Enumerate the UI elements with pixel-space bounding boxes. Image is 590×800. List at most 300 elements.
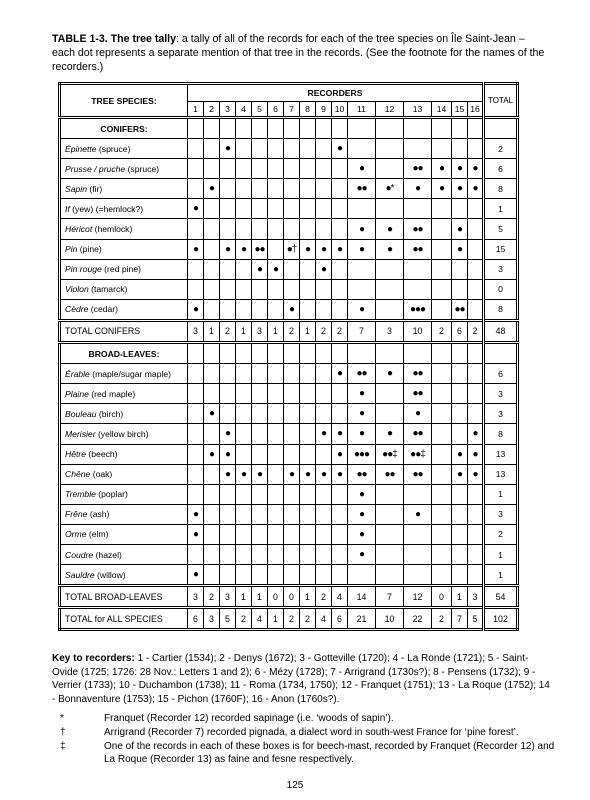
tally-cell bbox=[452, 484, 468, 504]
section-total-cell: 1 bbox=[300, 320, 316, 342]
empty-cell bbox=[432, 343, 452, 364]
tally-cell bbox=[468, 299, 484, 320]
tally-cell bbox=[376, 279, 404, 299]
tally-cell bbox=[284, 159, 300, 179]
tally-cell bbox=[220, 199, 236, 219]
tally-cell: ● bbox=[452, 239, 468, 259]
species-french-name: Orme bbox=[65, 529, 87, 540]
tally-cell bbox=[432, 219, 452, 239]
all-total-cell: 2 bbox=[284, 608, 300, 630]
table-row bbox=[60, 504, 518, 524]
tally-cell bbox=[284, 444, 300, 464]
row-total: 3 bbox=[484, 259, 518, 279]
tally-cell bbox=[220, 404, 236, 424]
tally-cell bbox=[332, 504, 348, 524]
tally-cell: ● bbox=[348, 504, 376, 524]
species-french-name: Tremble bbox=[65, 489, 96, 500]
empty-cell bbox=[468, 343, 484, 364]
tally-cell bbox=[332, 524, 348, 544]
tally-cell bbox=[452, 364, 468, 384]
tally-cell: ● bbox=[348, 219, 376, 239]
empty-cell bbox=[236, 118, 252, 139]
tally-cell bbox=[468, 404, 484, 424]
tally-cell: ● bbox=[332, 464, 348, 484]
empty-cell bbox=[376, 343, 404, 364]
empty-cell bbox=[268, 343, 284, 364]
all-total-cell: 22 bbox=[404, 608, 432, 630]
tally-cell bbox=[252, 524, 268, 544]
species-name bbox=[60, 364, 188, 384]
recorder-number: 11 bbox=[348, 102, 376, 118]
row-total: 1 bbox=[484, 199, 518, 219]
tally-cell bbox=[432, 504, 452, 524]
species-french-name: Pin rouge bbox=[65, 264, 102, 275]
recorder-number: 12 bbox=[376, 102, 404, 118]
tally-cell bbox=[468, 484, 484, 504]
tally-cell: ●● bbox=[404, 384, 432, 404]
species-french-name: Pin bbox=[65, 244, 78, 255]
tally-cell bbox=[452, 384, 468, 404]
footnote-symbol: * bbox=[60, 713, 64, 724]
tally-cell bbox=[236, 404, 252, 424]
tally-cell bbox=[332, 279, 348, 299]
tally-cell bbox=[284, 404, 300, 424]
species-common-name: (spruce) bbox=[96, 143, 131, 154]
tally-cell bbox=[188, 484, 204, 504]
empty-cell bbox=[404, 343, 432, 364]
species-french-name: Frêne bbox=[65, 509, 88, 520]
tally-cell bbox=[316, 299, 332, 320]
species-name bbox=[60, 239, 188, 259]
species-french-name: Prusse / pruche bbox=[65, 163, 126, 174]
row-total: 3 bbox=[484, 504, 518, 524]
tally-cell bbox=[204, 299, 220, 320]
tally-cell: ●● bbox=[348, 364, 376, 384]
section-total-cell: 10 bbox=[404, 320, 432, 342]
species-common-name: (red maple) bbox=[88, 388, 136, 399]
row-total: 2 bbox=[484, 524, 518, 544]
tally-cell: ● bbox=[376, 364, 404, 384]
tally-cell bbox=[452, 565, 468, 586]
tally-cell bbox=[404, 139, 432, 159]
tally-cell bbox=[204, 384, 220, 404]
empty-cell bbox=[316, 343, 332, 364]
section-total-cell: 2 bbox=[332, 320, 348, 342]
species-french-name: Sauldre bbox=[65, 569, 95, 580]
tally-cell: ● bbox=[452, 464, 468, 484]
tally-cell bbox=[284, 259, 300, 279]
key-label: Key to recorders: bbox=[52, 653, 138, 664]
tally-cell bbox=[376, 404, 404, 424]
tally-cell: ● bbox=[252, 464, 268, 484]
species-common-name: (ash) bbox=[87, 509, 110, 520]
tally-cell bbox=[316, 384, 332, 404]
table-row bbox=[60, 524, 518, 544]
tally-cell bbox=[284, 544, 300, 564]
tally-cell bbox=[300, 219, 316, 239]
species-common-name: (spruce) bbox=[125, 163, 160, 174]
footnote-text: Arrigrand (Recorder 7) recorded pignada, a dialect word in south-west France for ‘pine forest’. bbox=[104, 727, 519, 738]
tally-cell bbox=[376, 299, 404, 320]
tally-cell bbox=[236, 299, 252, 320]
species-french-name: Bouleau bbox=[65, 408, 97, 419]
all-total-cell: 2 bbox=[236, 608, 252, 630]
tally-cell bbox=[332, 404, 348, 424]
tally-cell bbox=[236, 279, 252, 299]
tally-cell: ● bbox=[204, 444, 220, 464]
section-total-cell: 2 bbox=[432, 320, 452, 342]
tally-cell bbox=[332, 299, 348, 320]
tally-cell bbox=[220, 259, 236, 279]
tally-cell: ● bbox=[468, 464, 484, 484]
tally-cell bbox=[376, 199, 404, 219]
section-total-label: TOTAL CONIFERS bbox=[60, 320, 188, 342]
tally-cell: ● bbox=[284, 464, 300, 484]
tally-cell: ●●● bbox=[348, 444, 376, 464]
all-total-cell: 5 bbox=[220, 608, 236, 630]
tally-cell: ● bbox=[300, 239, 316, 259]
tally-cell bbox=[236, 259, 252, 279]
tally-cell: ● bbox=[188, 239, 204, 259]
tally-cell: ● bbox=[404, 504, 432, 524]
tally-cell bbox=[252, 404, 268, 424]
empty-cell bbox=[220, 343, 236, 364]
tally-cell bbox=[236, 179, 252, 199]
tally-cell: ● bbox=[236, 239, 252, 259]
tally-cell: ● bbox=[468, 444, 484, 464]
table-row bbox=[60, 565, 518, 586]
table-row bbox=[60, 139, 518, 159]
tally-cell bbox=[284, 364, 300, 384]
species-common-name: (pine) bbox=[77, 244, 102, 255]
tally-cell bbox=[452, 139, 468, 159]
tally-cell bbox=[252, 179, 268, 199]
footnote-symbol: † bbox=[60, 727, 66, 738]
table-row bbox=[60, 299, 518, 320]
tally-cell bbox=[284, 279, 300, 299]
footnote-text: Franquet (Recorder 12) recorded sapinage (i.e. ‘woods of sapin’). bbox=[104, 713, 394, 724]
tally-cell bbox=[252, 219, 268, 239]
tally-cell bbox=[204, 199, 220, 219]
tally-cell bbox=[284, 504, 300, 524]
tally-cell bbox=[300, 279, 316, 299]
table-row bbox=[60, 444, 518, 464]
tally-cell bbox=[348, 259, 376, 279]
caption-label: TABLE 1-3. The tree tally bbox=[52, 33, 177, 45]
tally-cell: ● bbox=[316, 464, 332, 484]
tally-cell bbox=[432, 544, 452, 564]
tally-cell bbox=[236, 524, 252, 544]
all-grand-total: 102 bbox=[484, 608, 518, 630]
species-common-name: (birch) bbox=[96, 408, 124, 419]
tally-cell bbox=[188, 544, 204, 564]
tally-cell: ● bbox=[432, 159, 452, 179]
species-name bbox=[60, 259, 188, 279]
tally-cell bbox=[252, 424, 268, 444]
all-total-label: TOTAL for ALL SPECIES bbox=[60, 608, 188, 630]
tally-cell: ● bbox=[452, 444, 468, 464]
tally-cell: ● bbox=[284, 299, 300, 320]
tally-cell bbox=[348, 199, 376, 219]
tally-cell: ● bbox=[268, 259, 284, 279]
tally-cell bbox=[268, 565, 284, 586]
tally-cell bbox=[376, 384, 404, 404]
tally-cell bbox=[252, 504, 268, 524]
tally-cell bbox=[188, 384, 204, 404]
tally-cell bbox=[220, 219, 236, 239]
tally-cell bbox=[252, 139, 268, 159]
tally-cell bbox=[236, 139, 252, 159]
tally-cell bbox=[468, 279, 484, 299]
recorder-number: 7 bbox=[284, 102, 300, 118]
tally-cell bbox=[332, 565, 348, 586]
section-total-cell: 3 bbox=[252, 320, 268, 342]
tally-cell bbox=[300, 404, 316, 424]
empty-cell bbox=[432, 118, 452, 139]
species-common-name: (tamarck) bbox=[88, 284, 128, 295]
species-name bbox=[60, 464, 188, 484]
tally-cell bbox=[220, 364, 236, 384]
section-total-cell: 0 bbox=[432, 586, 452, 608]
tally-cell bbox=[468, 384, 484, 404]
table-row bbox=[60, 179, 518, 199]
tally-cell: ● bbox=[316, 424, 332, 444]
species-name bbox=[60, 504, 188, 524]
tally-cell bbox=[332, 219, 348, 239]
tally-cell: ●●‡ bbox=[404, 444, 432, 464]
tally-cell bbox=[236, 424, 252, 444]
tally-cell bbox=[452, 504, 468, 524]
tally-cell bbox=[452, 424, 468, 444]
section-total-cell: 1 bbox=[252, 586, 268, 608]
tally-cell: ●● bbox=[348, 464, 376, 484]
tally-cell: ● bbox=[332, 139, 348, 159]
tally-cell bbox=[300, 199, 316, 219]
tally-cell bbox=[284, 524, 300, 544]
tally-cell bbox=[300, 424, 316, 444]
table-row bbox=[60, 364, 518, 384]
empty-cell bbox=[316, 118, 332, 139]
tally-cell: ● bbox=[188, 199, 204, 219]
tally-cell bbox=[284, 424, 300, 444]
empty-cell bbox=[452, 118, 468, 139]
tally-cell bbox=[300, 364, 316, 384]
tally-cell: ● bbox=[220, 139, 236, 159]
empty-cell bbox=[332, 343, 348, 364]
section-total-cell: 7 bbox=[376, 586, 404, 608]
tally-cell bbox=[432, 239, 452, 259]
section-total-cell: 12 bbox=[404, 586, 432, 608]
section-total-cell: 14 bbox=[348, 586, 376, 608]
empty-cell bbox=[348, 118, 376, 139]
tally-cell bbox=[268, 139, 284, 159]
tally-cell: ● bbox=[188, 565, 204, 586]
tally-cell bbox=[252, 364, 268, 384]
species-common-name: (red pine) bbox=[101, 264, 141, 275]
tally-cell bbox=[268, 239, 284, 259]
tally-cell bbox=[300, 524, 316, 544]
tally-cell: ● bbox=[220, 239, 236, 259]
total-header: TOTAL bbox=[484, 84, 518, 118]
tally-cell bbox=[268, 364, 284, 384]
recorder-number: 10 bbox=[332, 102, 348, 118]
tally-cell bbox=[236, 565, 252, 586]
tally-cell: ● bbox=[348, 239, 376, 259]
all-total-cell: 5 bbox=[468, 608, 484, 630]
tally-cell bbox=[268, 404, 284, 424]
tally-cell bbox=[268, 279, 284, 299]
row-total: 5 bbox=[484, 219, 518, 239]
tally-cell bbox=[332, 199, 348, 219]
row-total: 2 bbox=[484, 139, 518, 159]
recorder-number: 1 bbox=[188, 102, 204, 118]
tally-cell: ● bbox=[432, 179, 452, 199]
tally-cell bbox=[300, 544, 316, 564]
tally-cell bbox=[236, 504, 252, 524]
empty-cell bbox=[300, 118, 316, 139]
tally-cell bbox=[432, 444, 452, 464]
tally-cell bbox=[284, 219, 300, 239]
tally-cell bbox=[376, 524, 404, 544]
species-header: TREE SPECIES: bbox=[60, 84, 188, 118]
tally-cell bbox=[236, 199, 252, 219]
tally-cell bbox=[452, 259, 468, 279]
tally-cell bbox=[204, 484, 220, 504]
empty-cell bbox=[220, 118, 236, 139]
tally-cell bbox=[432, 424, 452, 444]
tally-cell bbox=[252, 544, 268, 564]
tally-cell bbox=[332, 179, 348, 199]
tally-cell: ● bbox=[348, 544, 376, 564]
table-row bbox=[60, 384, 518, 404]
tally-cell bbox=[220, 524, 236, 544]
tally-cell bbox=[188, 219, 204, 239]
species-common-name: (maple/sugar maple) bbox=[89, 368, 172, 379]
species-name bbox=[60, 219, 188, 239]
table-row bbox=[60, 464, 518, 484]
tally-cell bbox=[236, 444, 252, 464]
species-name bbox=[60, 384, 188, 404]
tally-cell bbox=[452, 404, 468, 424]
tally-cell bbox=[252, 384, 268, 404]
section-total-cell: 3 bbox=[468, 586, 484, 608]
tally-cell: ●† bbox=[284, 239, 300, 259]
tally-cell bbox=[188, 259, 204, 279]
empty-cell bbox=[252, 118, 268, 139]
tally-cell: ● bbox=[376, 424, 404, 444]
tally-cell bbox=[452, 544, 468, 564]
tally-cell bbox=[316, 544, 332, 564]
tally-cell bbox=[204, 279, 220, 299]
tally-cell bbox=[204, 239, 220, 259]
tally-cell bbox=[300, 259, 316, 279]
row-total: 6 bbox=[484, 364, 518, 384]
section-grand-total: 54 bbox=[484, 586, 518, 608]
species-french-name: Hêtre bbox=[65, 449, 87, 460]
species-french-name: Coudre bbox=[65, 549, 94, 560]
recorders-header: RECORDERS bbox=[188, 84, 484, 102]
all-total-cell: 3 bbox=[204, 608, 220, 630]
empty-cell bbox=[300, 343, 316, 364]
empty-cell bbox=[268, 118, 284, 139]
empty-cell bbox=[348, 343, 376, 364]
tally-cell bbox=[204, 424, 220, 444]
tally-cell bbox=[316, 179, 332, 199]
empty-cell bbox=[484, 118, 518, 139]
tally-cell: ● bbox=[204, 404, 220, 424]
tally-cell bbox=[236, 484, 252, 504]
tally-cell: ●● bbox=[348, 179, 376, 199]
tally-cell bbox=[452, 524, 468, 544]
tally-cell: ● bbox=[404, 179, 432, 199]
all-total-cell: 2 bbox=[300, 608, 316, 630]
tally-cell bbox=[316, 484, 332, 504]
tally-cell bbox=[204, 544, 220, 564]
tally-cell bbox=[268, 524, 284, 544]
species-name bbox=[60, 404, 188, 424]
tally-cell bbox=[376, 139, 404, 159]
tally-cell bbox=[236, 384, 252, 404]
species-name bbox=[60, 279, 188, 299]
tally-cell bbox=[404, 279, 432, 299]
table-row bbox=[60, 279, 518, 299]
tally-cell: ● bbox=[300, 464, 316, 484]
all-total-cell: 4 bbox=[252, 608, 268, 630]
tally-cell: ●● bbox=[452, 299, 468, 320]
tally-cell: ●● bbox=[404, 159, 432, 179]
section-total-cell: 2 bbox=[316, 320, 332, 342]
tally-cell: ● bbox=[252, 259, 268, 279]
tally-cell bbox=[376, 259, 404, 279]
table-row bbox=[60, 259, 518, 279]
tally-cell: ●● bbox=[404, 364, 432, 384]
species-french-name: Violon bbox=[65, 284, 89, 295]
table-row bbox=[60, 424, 518, 444]
tally-cell: ●● bbox=[404, 464, 432, 484]
tally-cell bbox=[268, 219, 284, 239]
species-french-name: Chêne bbox=[65, 469, 91, 480]
tally-cell: ● bbox=[348, 484, 376, 504]
empty-cell bbox=[252, 343, 268, 364]
tally-cell bbox=[300, 504, 316, 524]
tally-cell bbox=[316, 404, 332, 424]
tally-cell bbox=[432, 199, 452, 219]
tally-cell: ● bbox=[332, 444, 348, 464]
section-total-cell: 6 bbox=[452, 320, 468, 342]
empty-cell bbox=[332, 118, 348, 139]
tally-cell: ● bbox=[188, 299, 204, 320]
species-name bbox=[60, 139, 188, 159]
tally-cell bbox=[316, 364, 332, 384]
tally-cell bbox=[376, 484, 404, 504]
tally-cell: ● bbox=[236, 464, 252, 484]
species-common-name: (willow) bbox=[94, 569, 126, 580]
row-total: 8 bbox=[484, 299, 518, 320]
tally-cell bbox=[268, 464, 284, 484]
tally-cell bbox=[376, 504, 404, 524]
section-total-cell: 1 bbox=[300, 586, 316, 608]
tally-cell bbox=[284, 384, 300, 404]
tally-cell bbox=[268, 299, 284, 320]
tally-cell bbox=[236, 544, 252, 564]
tally-cell bbox=[268, 159, 284, 179]
species-common-name: (yew) (=hemlock?) bbox=[69, 203, 144, 214]
tally-cell: ● bbox=[220, 444, 236, 464]
empty-cell bbox=[484, 343, 518, 364]
tally-cell bbox=[252, 565, 268, 586]
tally-cell: ● bbox=[348, 524, 376, 544]
tally-cell bbox=[332, 259, 348, 279]
